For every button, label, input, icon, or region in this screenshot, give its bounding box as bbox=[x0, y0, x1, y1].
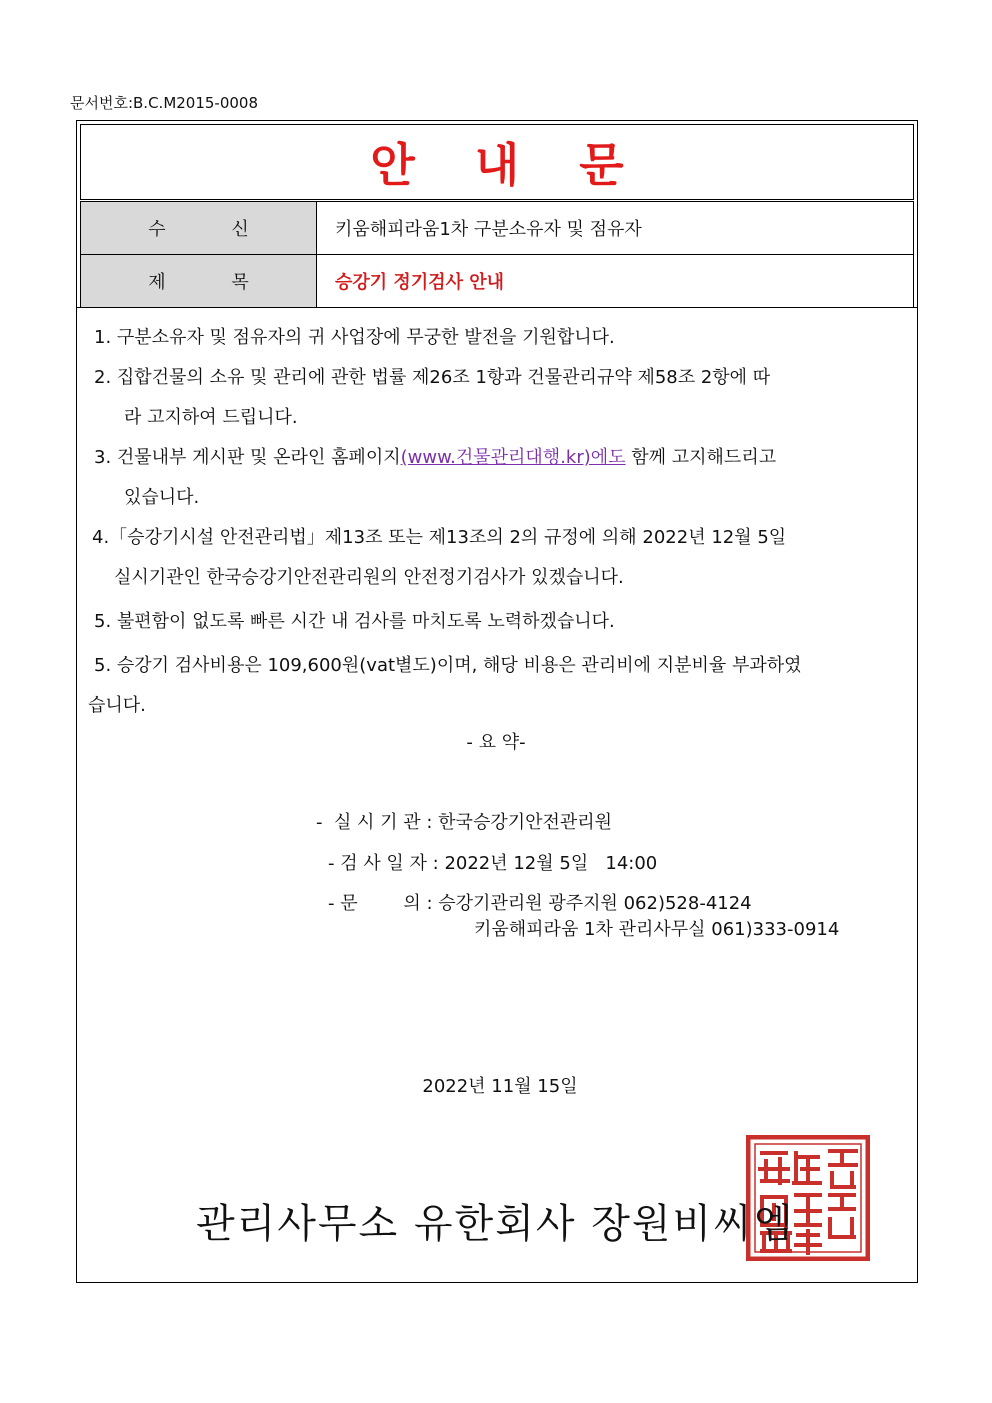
subject-label: 제 목 bbox=[81, 255, 317, 307]
document-title: 안내문 bbox=[370, 138, 684, 192]
recipient-label: 수 신 bbox=[81, 202, 317, 254]
recipient-value: 키움해피라움1차 구분소유자 및 점유자 bbox=[335, 219, 642, 240]
issue-date: 2022년 11월 15일 bbox=[422, 1076, 578, 1097]
item-3-line1 bbox=[88, 438, 910, 478]
recipient-row bbox=[80, 201, 914, 255]
item-4-line1: 4.「승강기시설 안전관리법」제13조 또는 제13조의 2의 규정에 의해 2022년 12월 5일 bbox=[92, 527, 787, 548]
item-5: 5. 불편함이 없도록 빠른 시간 내 검사를 마치도록 노력하겠습니다. bbox=[94, 611, 615, 632]
header-table bbox=[76, 120, 918, 308]
notice-body bbox=[88, 318, 910, 726]
subject-row bbox=[80, 254, 914, 308]
document-number: 문서번호:B.C.M2015-0008 bbox=[70, 94, 259, 112]
item-6-line1: 5. 승강기 검사비용은 109,600원(vat별도)이며, 해당 비용은 관리비에 지분비율 부과하였 bbox=[94, 655, 802, 676]
item-3-text-tail: 함께 고지해드리고 bbox=[625, 447, 777, 468]
item-2-line1: 2. 집합건물의 소유 및 관리에 관한 법률 제26조 1항과 건물관리규약 제58조 2항에 따 bbox=[94, 367, 771, 388]
title-cell bbox=[80, 124, 914, 200]
subject-value: 승강기 정기검사 안내 bbox=[335, 272, 505, 293]
item-6-line2: 습니다. bbox=[88, 695, 146, 716]
item-1: 1. 구분소유자 및 점유자의 귀 사업장에 무궁한 발전을 기원합니다. bbox=[94, 327, 615, 348]
item-4-line2: 실시기관인 한국승강기안전관리원의 안전정기검사가 있겠습니다. bbox=[114, 567, 624, 588]
item-3-line2: 있습니다. bbox=[124, 487, 200, 508]
summary-agency: - 실 시 기 관 : 한국승강기안전관리원 bbox=[316, 812, 613, 833]
summary-contact-2: 키움해피라움 1차 관리사무실 061)333-0914 bbox=[474, 919, 840, 940]
summary-heading: - 요 약- bbox=[466, 732, 526, 753]
item-2-line2: 라 고지하여 드립니다. bbox=[124, 407, 298, 428]
homepage-link[interactable]: (www.건물관리대행.kr)에도 bbox=[400, 447, 626, 468]
summary-contact-1: - 문 의 : 승강기관리원 광주지원 062)528-4124 bbox=[328, 893, 752, 914]
summary-date: - 검 사 일 자 : 2022년 12월 5일 14:00 bbox=[328, 853, 658, 874]
issuer-signature: 관리사무소 유한회사 장원비씨엠 bbox=[196, 1201, 795, 1247]
item-3-text: 3. 건물내부 게시판 및 온라인 홈페이지 bbox=[94, 447, 401, 468]
